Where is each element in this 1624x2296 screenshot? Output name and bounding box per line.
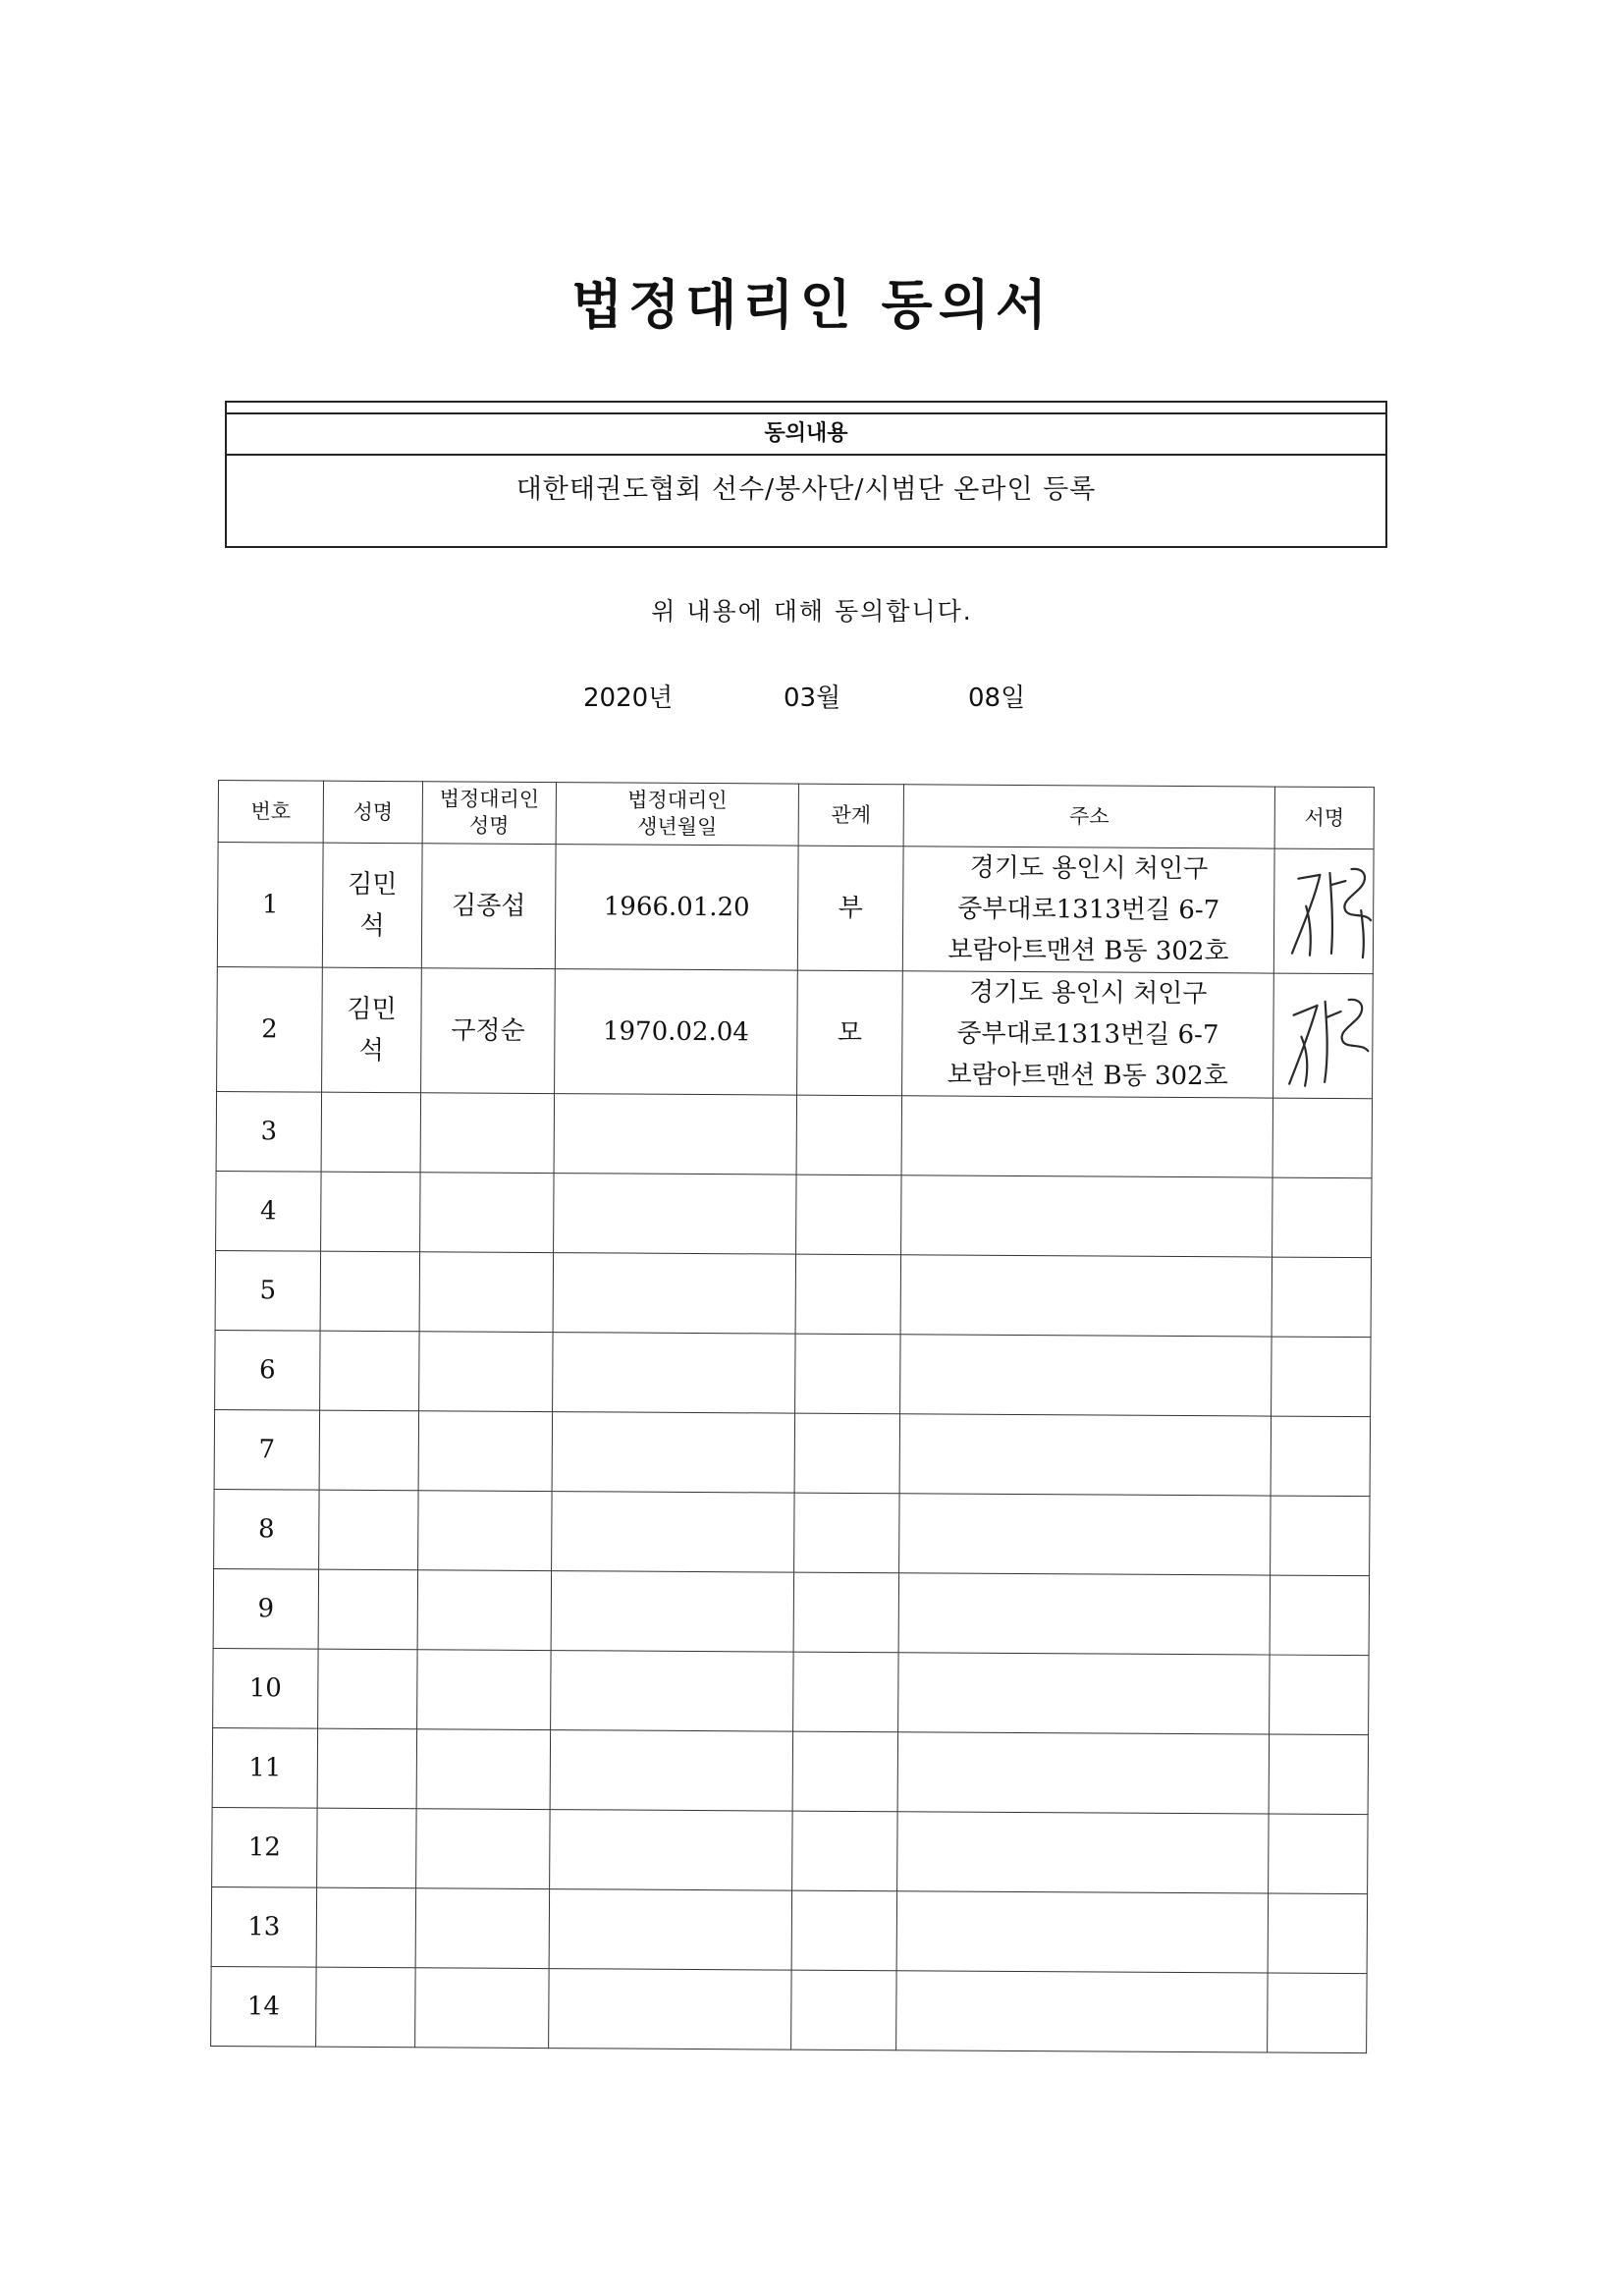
cell-signature <box>1269 1814 1368 1894</box>
cell-relation <box>794 1493 899 1573</box>
cell-address <box>896 1891 1268 1973</box>
cell-no: 11 <box>212 1727 317 1808</box>
date-month: 03월 <box>784 683 841 713</box>
cell-guardian-name <box>417 1570 551 1651</box>
cell-address <box>900 1335 1272 1416</box>
address-line2: 중부대로1313번길 6-7 <box>956 1018 1219 1051</box>
cell-address <box>897 1732 1269 1814</box>
cell-address <box>900 1255 1272 1337</box>
cell-guardian-birth <box>553 1333 795 1414</box>
cell-no: 14 <box>211 1966 316 2047</box>
address-line1: 경기도 용인시 처인구 <box>968 977 1208 1010</box>
cell-signature <box>1268 1893 1367 1974</box>
cell-no: 4 <box>216 1171 321 1251</box>
cell-guardian-birth <box>551 1651 793 1732</box>
cell-address <box>901 1096 1272 1177</box>
cell-guardian-birth: 1970.02.04 <box>555 969 798 1096</box>
cell-signature <box>1272 1337 1371 1417</box>
handwritten-signature-icon <box>1280 851 1374 974</box>
handwritten-signature-icon <box>1279 976 1373 1099</box>
cell-name <box>319 1490 418 1570</box>
cell-signature <box>1271 1496 1370 1576</box>
table-row <box>211 1966 1367 2052</box>
table-row <box>215 1330 1371 1416</box>
cell-no: 5 <box>215 1250 320 1331</box>
cell-address <box>902 847 1274 973</box>
cell-guardian-name <box>418 1491 552 1571</box>
cell-signature <box>1270 1655 1369 1735</box>
cell-no: 12 <box>212 1807 317 1887</box>
cell-address <box>899 1494 1271 1575</box>
cell-name <box>322 967 422 1093</box>
cell-name <box>319 1410 418 1491</box>
header-guardian-name <box>422 782 556 845</box>
cell-name <box>318 1649 417 1729</box>
table-row <box>217 843 1374 974</box>
cell-name <box>321 1092 420 1173</box>
agree-statement: 위 내용에 대해 동의합니다. <box>651 597 973 626</box>
cell-guardian-birth <box>551 1571 793 1653</box>
cell-guardian-birth <box>553 1253 795 1335</box>
cell-guardian-name <box>415 1888 549 1969</box>
cell-guardian-birth <box>552 1412 794 1494</box>
cell-no: 8 <box>214 1489 319 1569</box>
cell-name <box>316 1967 415 2048</box>
cell-relation: 부 <box>797 846 903 971</box>
page-title: 법정대리인 동의서 <box>570 274 1054 336</box>
cell-relation <box>794 1413 899 1494</box>
cell-guardian-birth <box>554 1094 796 1175</box>
cell-name-line2: 석 <box>359 910 385 942</box>
cell-guardian-name <box>418 1411 552 1492</box>
cell-guardian-birth <box>549 1969 791 2050</box>
cell-signature <box>1270 1575 1369 1656</box>
header-guardian-birth-line2: 생년월일 <box>637 814 718 840</box>
cell-address <box>899 1414 1271 1496</box>
cell-signature <box>1271 1416 1370 1497</box>
cell-signature <box>1272 1177 1372 1258</box>
cell-guardian-birth <box>549 1889 791 1971</box>
table-row <box>212 1727 1368 1814</box>
table-row <box>216 1171 1372 1257</box>
cell-no: 6 <box>215 1330 320 1410</box>
table-row <box>212 1807 1368 1893</box>
header-no: 번호 <box>218 781 323 844</box>
cell-relation <box>792 1811 897 1891</box>
cell-guardian-birth <box>550 1730 792 1812</box>
cell-guardian-birth: 1966.01.20 <box>555 845 798 971</box>
cell-address <box>896 1971 1268 2052</box>
cell-relation <box>793 1572 898 1653</box>
cell-address <box>901 1175 1272 1257</box>
cell-guardian-name <box>415 1968 549 2049</box>
address-line1: 경기도 용인시 처인구 <box>969 852 1209 885</box>
cell-guardian-name <box>420 1173 554 1253</box>
cell-address <box>902 971 1274 1098</box>
cell-guardian-name <box>419 1252 553 1333</box>
cell-name-line1: 김민 <box>348 869 398 901</box>
table-row <box>215 1250 1371 1337</box>
table-row <box>214 1489 1370 1575</box>
cell-name <box>316 1887 415 1968</box>
consent-box <box>225 401 1387 548</box>
cell-relation: 모 <box>797 970 903 1096</box>
cell-relation <box>793 1652 898 1732</box>
cell-relation <box>792 1731 897 1812</box>
header-guardian-name-line1: 법정대리인 <box>439 787 540 811</box>
cell-no: 13 <box>211 1886 316 1967</box>
date-day: 08일 <box>968 683 1026 713</box>
empty-rows <box>211 1091 1373 2052</box>
cell-name-line1: 김민 <box>347 994 397 1025</box>
table-row <box>216 1091 1372 1177</box>
header-name: 성명 <box>323 781 422 844</box>
header-guardian-name-line2: 성명 <box>468 813 510 838</box>
cell-no: 7 <box>214 1409 319 1490</box>
consent-header: 동의내용 <box>227 412 1385 456</box>
header-guardian-birth-line1: 법정대리인 <box>627 788 728 813</box>
cell-guardian-name: 구정순 <box>421 968 556 1094</box>
cell-signature <box>1272 1257 1371 1338</box>
cell-guardian-birth <box>552 1492 794 1573</box>
table-row <box>211 1886 1367 1973</box>
cell-name <box>317 1808 416 1888</box>
table-row <box>214 1409 1370 1496</box>
cell-signature <box>1272 1098 1372 1178</box>
cell-signature <box>1273 973 1374 1099</box>
address-line3: 보람아트맨션 B동 302호 <box>947 1060 1228 1092</box>
address-line3: 보람아트맨션 B동 302호 <box>947 935 1229 967</box>
header-guardian-birth <box>556 783 798 847</box>
cell-signature <box>1268 1973 1367 2053</box>
cell-name <box>321 1172 420 1252</box>
header-signature: 서명 <box>1274 787 1374 849</box>
cell-guardian-name <box>416 1809 550 1889</box>
cell-no: 2 <box>217 966 323 1092</box>
cell-name <box>318 1569 417 1650</box>
cell-no: 3 <box>216 1091 321 1172</box>
cell-name <box>322 843 422 968</box>
cell-guardian-birth <box>550 1810 792 1891</box>
cell-guardian-birth <box>554 1174 796 1255</box>
cell-signature <box>1269 1734 1368 1815</box>
cell-address <box>898 1653 1270 1734</box>
cell-relation <box>791 1970 896 2050</box>
cell-guardian-name <box>416 1729 550 1810</box>
cell-guardian-name <box>419 1332 553 1412</box>
header-address: 주소 <box>903 785 1274 848</box>
cell-no: 1 <box>217 843 323 968</box>
cell-relation <box>796 1175 901 1255</box>
cell-name <box>320 1331 419 1411</box>
guardian-table <box>210 780 1375 2053</box>
date-year: 2020년 <box>583 683 674 713</box>
cell-guardian-name <box>417 1650 551 1730</box>
table-header-row <box>218 781 1374 849</box>
cell-relation <box>791 1890 896 1971</box>
consent-body: 대한태권도협회 선수/봉사단/시범단 온라인 등록 <box>515 474 1097 505</box>
cell-relation <box>796 1095 901 1175</box>
cell-signature <box>1273 848 1374 974</box>
address-line2: 중부대로1313번길 6-7 <box>957 894 1220 926</box>
cell-guardian-name: 김종섭 <box>421 844 556 969</box>
cell-name-line2: 석 <box>358 1035 384 1066</box>
cell-name <box>317 1728 416 1809</box>
cell-address <box>898 1573 1270 1655</box>
table-row <box>213 1648 1369 1734</box>
cell-no: 10 <box>213 1648 318 1728</box>
cell-name <box>320 1251 419 1332</box>
table-row <box>213 1568 1369 1655</box>
header-relation: 관계 <box>798 784 903 847</box>
cell-guardian-name <box>420 1093 554 1174</box>
table-row <box>217 966 1374 1098</box>
cell-relation <box>795 1254 900 1335</box>
cell-address <box>897 1812 1269 1893</box>
cell-relation <box>795 1334 900 1414</box>
cell-no: 9 <box>213 1568 318 1649</box>
